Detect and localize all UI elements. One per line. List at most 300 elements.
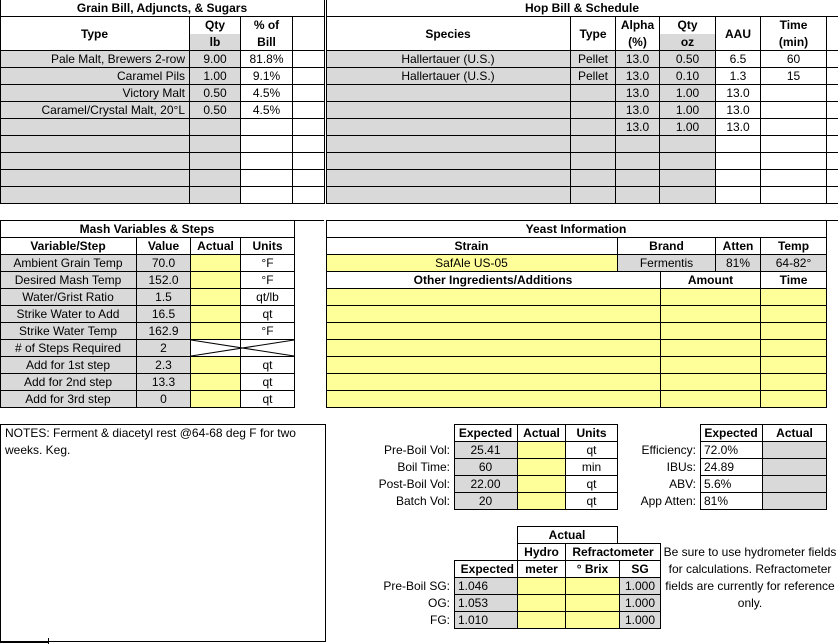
grid-h-line — [326, 203, 838, 204]
hop-row-alpha[interactable] — [616, 187, 659, 203]
hop-row-qty[interactable]: 0.10 — [660, 68, 715, 84]
grid-h-line — [0, 407, 294, 408]
yeast-title: Yeast Information — [525, 222, 627, 236]
grid-v-line — [324, 0, 325, 204]
grid-v-line — [565, 543, 566, 629]
gravity-row-label: FG: — [430, 613, 450, 627]
mash-row-value: 2 — [137, 340, 190, 356]
grid-h-line — [0, 186, 324, 187]
hop-row-aau: 6.5 — [729, 52, 747, 66]
grid-h-line — [0, 373, 294, 374]
grain-row-pct: 4.5% — [252, 103, 281, 117]
gravity-row-hydro[interactable] — [518, 578, 565, 594]
grid-h-line — [700, 458, 826, 459]
boil-col-units: Units — [576, 426, 607, 440]
grid-h-line — [0, 237, 294, 238]
hop-row-species[interactable] — [326, 119, 570, 135]
grain-row-qty[interactable] — [190, 170, 240, 186]
grid-h-line — [326, 288, 826, 289]
hop-col-alpha-unit: (%) — [628, 35, 647, 49]
other-row-name[interactable] — [326, 306, 660, 322]
grid-h-line — [0, 254, 294, 255]
grid-h-line — [454, 424, 617, 425]
yeast-brand-cell: Fermentis — [618, 255, 715, 271]
grid-h-line — [454, 475, 617, 476]
boil-row-expected: 20 — [454, 493, 517, 509]
boil-row-actual[interactable] — [518, 459, 565, 475]
hop-row-alpha[interactable] — [616, 136, 659, 152]
grid-h-line — [326, 237, 826, 238]
other-row-time[interactable] — [761, 323, 826, 339]
hop-row-time[interactable]: 60 — [786, 52, 801, 66]
grid-v-line — [826, 424, 827, 510]
mash-title: Mash Variables & Steps — [79, 222, 215, 236]
mash-row-value: 70.0 — [137, 255, 190, 271]
hop-row-time[interactable] — [761, 102, 826, 118]
mash-row-actual[interactable] — [191, 289, 240, 305]
hop-row-type[interactable] — [571, 187, 615, 203]
hop-col-qty-unit: oz — [660, 34, 715, 50]
grain-row-qty[interactable] — [190, 187, 240, 203]
grain-row-pct — [241, 170, 292, 186]
grid-h-line — [454, 458, 617, 459]
grain-row-qty[interactable]: 1.00 — [190, 68, 240, 84]
other-row-amount[interactable] — [661, 357, 760, 373]
grain-col-pct: % of — [253, 18, 280, 32]
gravity-row-label: Pre-Boil SG: — [383, 579, 450, 593]
grain-bill-title: Grain Bill, Adjuncts, & Sugars — [76, 1, 248, 15]
hop-row-aau — [716, 153, 760, 169]
mash-row-value: 162.9 — [137, 323, 190, 339]
hop-col-alpha: Alpha — [620, 18, 655, 32]
other-row-time[interactable] — [761, 340, 826, 356]
hop-row-type[interactable] — [571, 136, 615, 152]
gravity-actual-header: Actual — [548, 528, 586, 542]
grid-h-line — [326, 118, 838, 119]
grid-h-line — [0, 390, 294, 391]
hop-row-type[interactable] — [571, 153, 615, 169]
hop-row-species[interactable] — [326, 153, 570, 169]
mash-steps-cross-mark — [191, 340, 295, 356]
grid-h-line — [0, 67, 324, 68]
grain-row-type[interactable] — [0, 170, 189, 186]
grain-row-type[interactable] — [0, 136, 189, 152]
grid-v-line — [617, 237, 618, 271]
grid-v-line — [826, 16, 827, 204]
grid-v-line — [240, 16, 241, 204]
grid-v-line — [454, 424, 455, 510]
grid-v-line — [619, 560, 620, 629]
grid-h-line — [326, 16, 838, 17]
other-row-amount[interactable] — [661, 391, 760, 407]
yeast-col-strain: Strain — [454, 239, 489, 253]
gravity-refract-top: Refractometer — [572, 545, 654, 559]
hop-row-qty[interactable]: 1.00 — [660, 119, 715, 135]
grid-h-line — [454, 492, 617, 493]
mash-row-value: 13.3 — [137, 374, 190, 390]
other-row-time[interactable] — [761, 391, 826, 407]
hop-row-qty[interactable]: 0.50 — [660, 51, 715, 67]
mash-row-units: qt — [262, 375, 273, 389]
mash-col-units: Units — [252, 239, 283, 253]
grid-v-line — [294, 220, 295, 408]
mash-row-actual[interactable] — [191, 391, 240, 407]
grid-h-line — [454, 577, 661, 578]
mash-row-label: Water/Grist Ratio — [0, 289, 136, 305]
grain-row-type[interactable] — [0, 119, 189, 135]
grid-h-line — [326, 169, 838, 170]
grid-v-line — [660, 271, 661, 408]
grid-h-line — [700, 441, 826, 442]
grid-h-line — [700, 475, 826, 476]
grid-v-line — [292, 16, 293, 204]
grid-h-line — [326, 339, 826, 340]
grid-v-line — [240, 237, 241, 408]
gravity-row-expected: 1.053 — [454, 595, 517, 611]
grid-h-line — [0, 135, 324, 136]
other-row-name[interactable] — [326, 289, 660, 305]
notes-text: NOTES: Ferment & diacetyl rest @64-68 deg F for two weeks. Keg. — [5, 426, 296, 457]
grid-h-line — [326, 101, 838, 102]
gravity-row-sg: 1.000 — [620, 578, 660, 594]
boil-row-label: Pre-Boil Vol: — [383, 443, 450, 457]
grid-h-line — [700, 492, 826, 493]
hop-row-type[interactable]: Pellet — [571, 68, 615, 84]
boil-col-actual: Actual — [523, 426, 560, 440]
other-row-time[interactable] — [761, 306, 826, 322]
gravity-hydro-top: Hydro — [524, 545, 559, 559]
grain-row-pct — [241, 153, 292, 169]
grid-v-line — [700, 424, 701, 510]
gravity-sg: SG — [631, 562, 649, 576]
gravity-row-hydro[interactable] — [518, 612, 565, 628]
mash-row-label: Strike Water to Add — [0, 306, 136, 322]
stats-row-actual[interactable] — [763, 476, 826, 492]
hop-row-time[interactable] — [761, 153, 826, 169]
grain-row-qty[interactable]: 0.50 — [190, 102, 240, 118]
hop-row-aau: 1.3 — [729, 69, 747, 83]
grid-h-line — [0, 101, 324, 102]
boil-row-actual[interactable] — [518, 493, 565, 509]
mash-row-actual[interactable] — [191, 323, 240, 339]
mash-row-units: °F — [261, 324, 274, 338]
grid-h-line — [0, 84, 324, 85]
boil-row-units: min — [581, 460, 602, 474]
hop-row-aau — [716, 136, 760, 152]
hop-row-time[interactable] — [761, 187, 826, 203]
mash-row-value: 1.5 — [137, 289, 190, 305]
yeast-col-temp: Temp — [777, 239, 810, 253]
grid-h-line — [0, 152, 324, 153]
grid-h-line — [0, 305, 294, 306]
mash-row-units: qt — [262, 392, 273, 406]
grain-row-qty[interactable] — [190, 119, 240, 135]
hop-row-type[interactable]: Pellet — [571, 51, 615, 67]
stats-row-actual[interactable] — [763, 442, 826, 458]
stats-row-expected: 24.89 — [704, 460, 735, 474]
gravity-row-label: OG: — [427, 596, 450, 610]
grid-h-line — [326, 220, 826, 221]
other-row-amount[interactable] — [661, 374, 760, 390]
mash-row-units: qt — [262, 307, 273, 321]
hop-row-species[interactable] — [326, 102, 570, 118]
hop-col-qty: Qty — [677, 18, 698, 32]
hop-row-time[interactable]: 15 — [786, 69, 801, 83]
grid-h-line — [326, 305, 826, 306]
grid-h-line — [326, 356, 826, 357]
hop-row-species[interactable] — [326, 136, 570, 152]
yeast-col-brand: Brand — [649, 239, 684, 253]
grid-v-line — [570, 16, 571, 204]
grid-h-line — [0, 288, 294, 289]
hop-row-alpha[interactable]: 13.0 — [616, 68, 659, 84]
gravity-row-brix[interactable] — [566, 612, 619, 628]
hop-row-aau — [716, 187, 760, 203]
mash-col-value: Value — [147, 239, 180, 253]
boil-row-expected: 60 — [454, 459, 517, 475]
grid-v-line — [190, 237, 191, 408]
grid-h-line — [0, 118, 324, 119]
grid-h-line — [0, 203, 324, 204]
hop-row-time[interactable] — [761, 170, 826, 186]
hop-row-aau: 13.0 — [726, 103, 750, 117]
stats-row-label: ABV: — [669, 477, 696, 491]
boil-row-units: qt — [586, 477, 597, 491]
hop-row-species[interactable]: Hallertauer (U.S.) — [326, 51, 570, 67]
other-row-amount[interactable] — [661, 323, 760, 339]
grain-row-pct — [241, 187, 292, 203]
hop-row-aau: 13.0 — [726, 120, 750, 134]
grain-row-qty[interactable] — [190, 153, 240, 169]
grid-h-line — [326, 373, 826, 374]
hop-row-time[interactable] — [761, 85, 826, 101]
mash-row-actual[interactable] — [191, 374, 240, 390]
hop-col-time-unit: (min) — [778, 35, 809, 49]
yeast-atten-cell: 81% — [716, 255, 760, 271]
grid-v-line — [136, 237, 137, 408]
other-row-amount[interactable] — [661, 306, 760, 322]
grain-row-type[interactable]: Caramel Pils — [0, 68, 189, 84]
hop-row-type[interactable] — [571, 85, 615, 101]
notes-box[interactable] — [0, 424, 326, 642]
hop-row-type[interactable] — [571, 102, 615, 118]
grid-h-line — [0, 220, 294, 221]
bottom-edge-tick — [48, 638, 49, 644]
grid-h-line — [326, 271, 826, 272]
gravity-row-expected: 1.010 — [454, 612, 517, 628]
gravity-col-expected: Expected — [460, 562, 514, 576]
other-col-time: Time — [779, 273, 808, 287]
stats-row-expected: 81% — [704, 494, 729, 508]
mash-row-actual[interactable] — [191, 255, 240, 271]
boil-row-actual[interactable] — [518, 476, 565, 492]
grid-h-line — [517, 543, 661, 544]
hop-row-time[interactable] — [761, 119, 826, 135]
boil-row-label: Post-Boil Vol: — [378, 477, 450, 491]
grid-h-line — [700, 424, 826, 425]
stats-row-actual[interactable] — [763, 459, 826, 475]
grid-h-line — [326, 84, 838, 85]
mash-col-actual: Actual — [197, 239, 234, 253]
gravity-row-brix[interactable] — [566, 595, 619, 611]
hop-row-alpha[interactable]: 13.0 — [616, 119, 659, 135]
other-row-time[interactable] — [761, 374, 826, 390]
hop-row-species[interactable] — [326, 170, 570, 186]
grid-v-line — [326, 0, 327, 204]
stats-col-actual: Actual — [776, 426, 813, 440]
grid-h-line — [0, 50, 324, 51]
boil-row-units: qt — [586, 494, 597, 508]
other-row-time[interactable] — [761, 289, 826, 305]
grid-v-line — [0, 0, 1, 204]
other-row-time[interactable] — [761, 357, 826, 373]
hop-row-alpha[interactable]: 13.0 — [616, 85, 659, 101]
grid-v-line — [517, 424, 518, 510]
grid-h-line — [0, 356, 294, 357]
mash-row-value: 0 — [137, 391, 190, 407]
grain-row-type[interactable]: Victory Malt — [0, 85, 189, 101]
stats-row-expected: 5.6% — [704, 477, 732, 491]
grid-h-line — [454, 509, 617, 510]
stats-col-expected: Expected — [704, 426, 758, 440]
grain-row-pct — [241, 119, 292, 135]
grain-col-type: Type — [80, 26, 109, 41]
mash-row-actual[interactable] — [191, 357, 240, 373]
hop-row-qty[interactable] — [660, 153, 715, 169]
bottom-edge-line — [0, 642, 48, 643]
gravity-row-expected: 1.046 — [454, 578, 517, 594]
grid-h-line — [326, 50, 838, 51]
gravity-row-sg: 1.000 — [620, 612, 660, 628]
grid-h-line — [0, 339, 294, 340]
hop-row-qty[interactable] — [660, 136, 715, 152]
grid-h-line — [454, 628, 661, 629]
hop-row-alpha[interactable] — [616, 153, 659, 169]
mash-row-value: 2.3 — [137, 357, 190, 373]
hop-row-alpha[interactable]: 13.0 — [616, 102, 659, 118]
hop-row-time[interactable] — [761, 136, 826, 152]
other-row-name[interactable] — [326, 374, 660, 390]
boil-row-expected: 22.00 — [454, 476, 517, 492]
stats-row-actual[interactable] — [763, 493, 826, 509]
grid-h-line — [0, 271, 294, 272]
grid-h-line — [326, 135, 838, 136]
gravity-hydro-bottom: meter — [525, 562, 558, 576]
yeast-col-atten: Atten — [722, 239, 754, 253]
gravity-row-hydro[interactable] — [518, 595, 565, 611]
other-row-name[interactable] — [326, 391, 660, 407]
hop-row-qty[interactable] — [660, 170, 715, 186]
mash-row-actual[interactable] — [191, 306, 240, 322]
boil-row-units: qt — [586, 443, 597, 457]
other-ingredients-title: Other Ingredients/Additions — [413, 273, 573, 287]
grid-v-line — [715, 16, 716, 204]
grid-h-line — [454, 441, 617, 442]
hop-row-species[interactable]: Hallertauer (U.S.) — [326, 68, 570, 84]
grain-row-qty[interactable]: 0.50 — [190, 85, 240, 101]
grid-h-line — [454, 594, 661, 595]
hop-row-species[interactable] — [326, 187, 570, 203]
grid-v-line — [617, 424, 618, 510]
other-row-amount[interactable] — [661, 340, 760, 356]
grain-col-qty-unit: lb — [190, 34, 240, 50]
other-row-amount[interactable] — [661, 289, 760, 305]
hop-col-species: Species — [425, 26, 471, 41]
hop-row-type[interactable] — [571, 119, 615, 135]
grid-h-line — [0, 16, 324, 17]
yeast-strain-cell[interactable]: SafAle US-05 — [326, 255, 617, 271]
gravity-row-brix[interactable] — [566, 578, 619, 594]
other-row-name[interactable] — [326, 323, 660, 339]
stats-row-label: IBUs: — [666, 460, 696, 474]
grain-row-pct: 4.5% — [252, 86, 281, 100]
mash-row-actual[interactable] — [191, 272, 240, 288]
hop-bill-title: Hop Bill & Schedule — [524, 1, 639, 15]
grid-v-line — [715, 237, 716, 271]
grid-h-line — [326, 186, 838, 187]
grid-v-line — [762, 424, 763, 510]
mash-row-label: Desired Mash Temp — [0, 272, 136, 288]
grid-v-line — [0, 220, 1, 408]
grid-v-line — [326, 220, 327, 408]
hop-row-type[interactable] — [571, 170, 615, 186]
hop-row-alpha[interactable] — [616, 170, 659, 186]
mash-row-label: Ambient Grain Temp — [0, 255, 136, 271]
hop-row-species[interactable] — [326, 85, 570, 101]
boil-col-expected: Expected — [458, 426, 513, 440]
grain-row-pct — [241, 136, 292, 152]
grain-row-qty[interactable]: 9.00 — [190, 51, 240, 67]
boil-row-expected: 25.41 — [454, 442, 517, 458]
hop-col-type: Type — [579, 26, 607, 41]
grid-h-line — [326, 322, 826, 323]
grid-h-line — [454, 611, 661, 612]
mash-row-units: °F — [261, 273, 274, 287]
grid-h-line — [517, 526, 617, 527]
hop-row-qty[interactable] — [660, 187, 715, 203]
grid-v-line — [189, 16, 190, 204]
stats-row-expected: 72.0% — [704, 443, 739, 457]
other-row-name[interactable] — [326, 357, 660, 373]
other-row-name[interactable] — [326, 340, 660, 356]
grain-row-pct: 81.8% — [249, 52, 284, 66]
hop-row-qty[interactable]: 1.00 — [660, 85, 715, 101]
boil-row-label: Batch Vol: — [395, 494, 450, 508]
hop-row-alpha[interactable]: 13.0 — [616, 51, 659, 67]
grain-col-qty: Qty — [204, 18, 225, 32]
grid-v-line — [617, 526, 618, 544]
hop-row-qty[interactable]: 1.00 — [660, 102, 715, 118]
grain-row-type[interactable]: Pale Malt, Brewers 2-row — [0, 51, 189, 67]
grain-row-qty[interactable] — [190, 136, 240, 152]
grid-v-line — [517, 526, 518, 629]
grain-col-pct-unit: Bill — [257, 35, 276, 49]
grid-v-line — [660, 543, 661, 629]
mash-row-units: qt/lb — [256, 290, 279, 304]
boil-row-actual[interactable] — [518, 442, 565, 458]
grain-row-type[interactable] — [0, 153, 189, 169]
boil-row-label: Boil Time: — [397, 460, 450, 474]
grain-row-type[interactable]: Caramel/Crystal Malt, 20°L — [0, 102, 189, 118]
grain-row-type[interactable] — [0, 187, 189, 203]
grid-v-line — [454, 560, 455, 629]
grid-h-line — [700, 509, 826, 510]
grain-row-pct: 9.1% — [252, 69, 281, 83]
grid-h-line — [326, 407, 826, 408]
grid-h-line — [326, 152, 838, 153]
hop-row-aau: 13.0 — [726, 86, 750, 100]
grid-v-line — [760, 16, 761, 204]
